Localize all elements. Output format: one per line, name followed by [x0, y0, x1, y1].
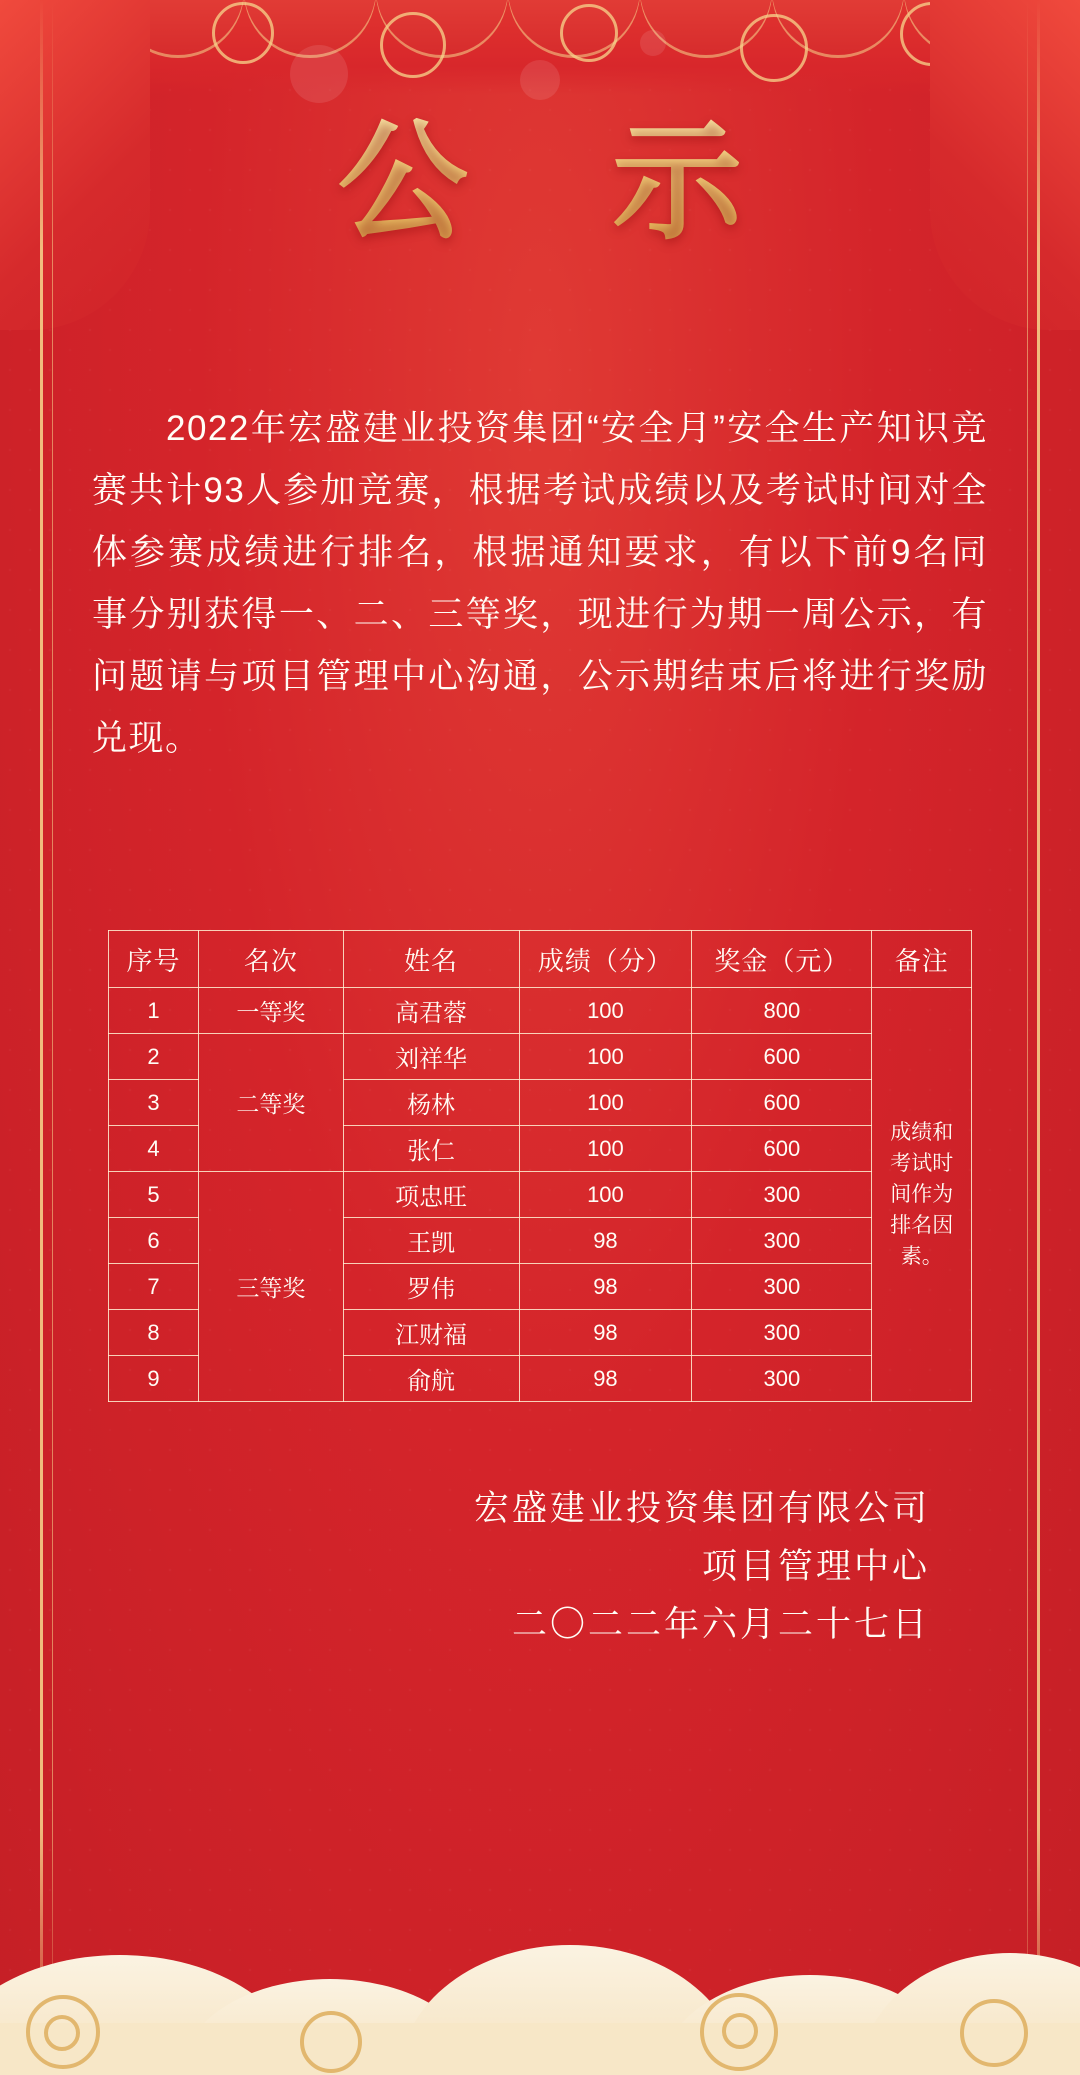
- announcement-body-text: 2022年宏盛建业投资集团“安全月”安全生产知识竞赛共计93人参加竞赛，根据考试成绩以及考试时间对全体参赛成绩进行排名，根据通知要求，有以下前9名同事分别获得一、二、三等奖，现进行为期一周公示，有问题请与项目管理中心沟通，公示期结束后将进行奖励兑现。: [92, 409, 988, 758]
- swirl-decoration-icon: [740, 14, 808, 82]
- cell-rank-first: 一等奖: [199, 988, 344, 1034]
- cell-score: 98: [519, 1310, 692, 1356]
- cell-bonus: 300: [692, 1356, 872, 1402]
- results-table: [108, 930, 972, 1402]
- column-header-no: 序号: [109, 931, 199, 988]
- cell-bonus: 300: [692, 1310, 872, 1356]
- table-row: [109, 988, 972, 1034]
- swirl-decoration-icon: [722, 2013, 758, 2049]
- cell-bonus: 600: [692, 1034, 872, 1080]
- frame-line-left-inner: [52, 0, 53, 2075]
- swirl-decoration-icon: [380, 12, 446, 78]
- cell-name: 王凯: [343, 1218, 519, 1264]
- cell-score: 98: [519, 1356, 692, 1402]
- table-row: [109, 1034, 972, 1080]
- cell-name: 罗伟: [343, 1264, 519, 1310]
- cell-score: 98: [519, 1218, 692, 1264]
- frame-line-left: [40, 0, 43, 2075]
- cell-name: 杨林: [343, 1080, 519, 1126]
- cell-rank-second: 二等奖: [199, 1034, 344, 1172]
- signature-date: 二〇二二年六月二十七日: [511, 1605, 930, 1644]
- cell-no: 9: [109, 1356, 199, 1402]
- cell-name: 项忠旺: [343, 1172, 519, 1218]
- cell-score: 100: [519, 1080, 692, 1126]
- cell-name: 刘祥华: [343, 1034, 519, 1080]
- column-header-score: 成绩（分）: [519, 931, 692, 988]
- cell-no: 6: [109, 1218, 199, 1264]
- swirl-decoration-icon: [212, 2, 274, 64]
- cell-no: 8: [109, 1310, 199, 1356]
- swirl-decoration-icon: [960, 1999, 1028, 2067]
- swirl-decoration-icon: [560, 4, 618, 62]
- announcement-body: [92, 398, 988, 770]
- swirl-decoration-icon: [44, 2015, 80, 2051]
- cell-bonus: 800: [692, 988, 872, 1034]
- cell-name: 俞航: [343, 1356, 519, 1402]
- column-header-rank: 名次: [199, 931, 344, 988]
- cell-no: 1: [109, 988, 199, 1034]
- bottom-cloud-band: [0, 1915, 1080, 2075]
- cell-rank-third: 三等奖: [199, 1172, 344, 1402]
- column-header-name: 姓名: [343, 931, 519, 988]
- cell-bonus: 600: [692, 1126, 872, 1172]
- swirl-decoration-icon: [300, 2011, 362, 2073]
- cell-bonus: 600: [692, 1080, 872, 1126]
- signature-department: 项目管理中心: [701, 1547, 930, 1586]
- cell-name: 江财福: [343, 1310, 519, 1356]
- cell-bonus: 300: [692, 1172, 872, 1218]
- cell-no: 2: [109, 1034, 199, 1080]
- cell-name: 张仁: [343, 1126, 519, 1172]
- column-header-bonus: 奖金（元）: [692, 931, 872, 988]
- cell-score: 100: [519, 1172, 692, 1218]
- cell-no: 7: [109, 1264, 199, 1310]
- cell-no: 4: [109, 1126, 199, 1172]
- table-header-row: [109, 931, 972, 988]
- cell-remark: 成绩和考试时间作为排名因素。: [872, 988, 972, 1402]
- cell-no: 3: [109, 1080, 199, 1126]
- frame-line-right: [1037, 0, 1040, 2075]
- column-header-remark: 备注: [872, 931, 972, 988]
- signature-company: 宏盛建业投资集团有限公司: [473, 1489, 930, 1528]
- cell-bonus: 300: [692, 1264, 872, 1310]
- cell-score: 100: [519, 988, 692, 1034]
- results-table-wrapper: [108, 930, 972, 1402]
- cell-bonus: 300: [692, 1218, 872, 1264]
- cell-name: 高君蓉: [343, 988, 519, 1034]
- bokeh-decoration: [640, 30, 666, 56]
- cell-score: 98: [519, 1264, 692, 1310]
- signature-block: [0, 1480, 930, 1654]
- frame-line-right-inner: [1027, 0, 1028, 2075]
- table-row: [109, 1172, 972, 1218]
- cell-score: 100: [519, 1034, 692, 1080]
- cell-no: 5: [109, 1172, 199, 1218]
- page-title: 公 示: [0, 78, 1080, 265]
- cell-score: 100: [519, 1126, 692, 1172]
